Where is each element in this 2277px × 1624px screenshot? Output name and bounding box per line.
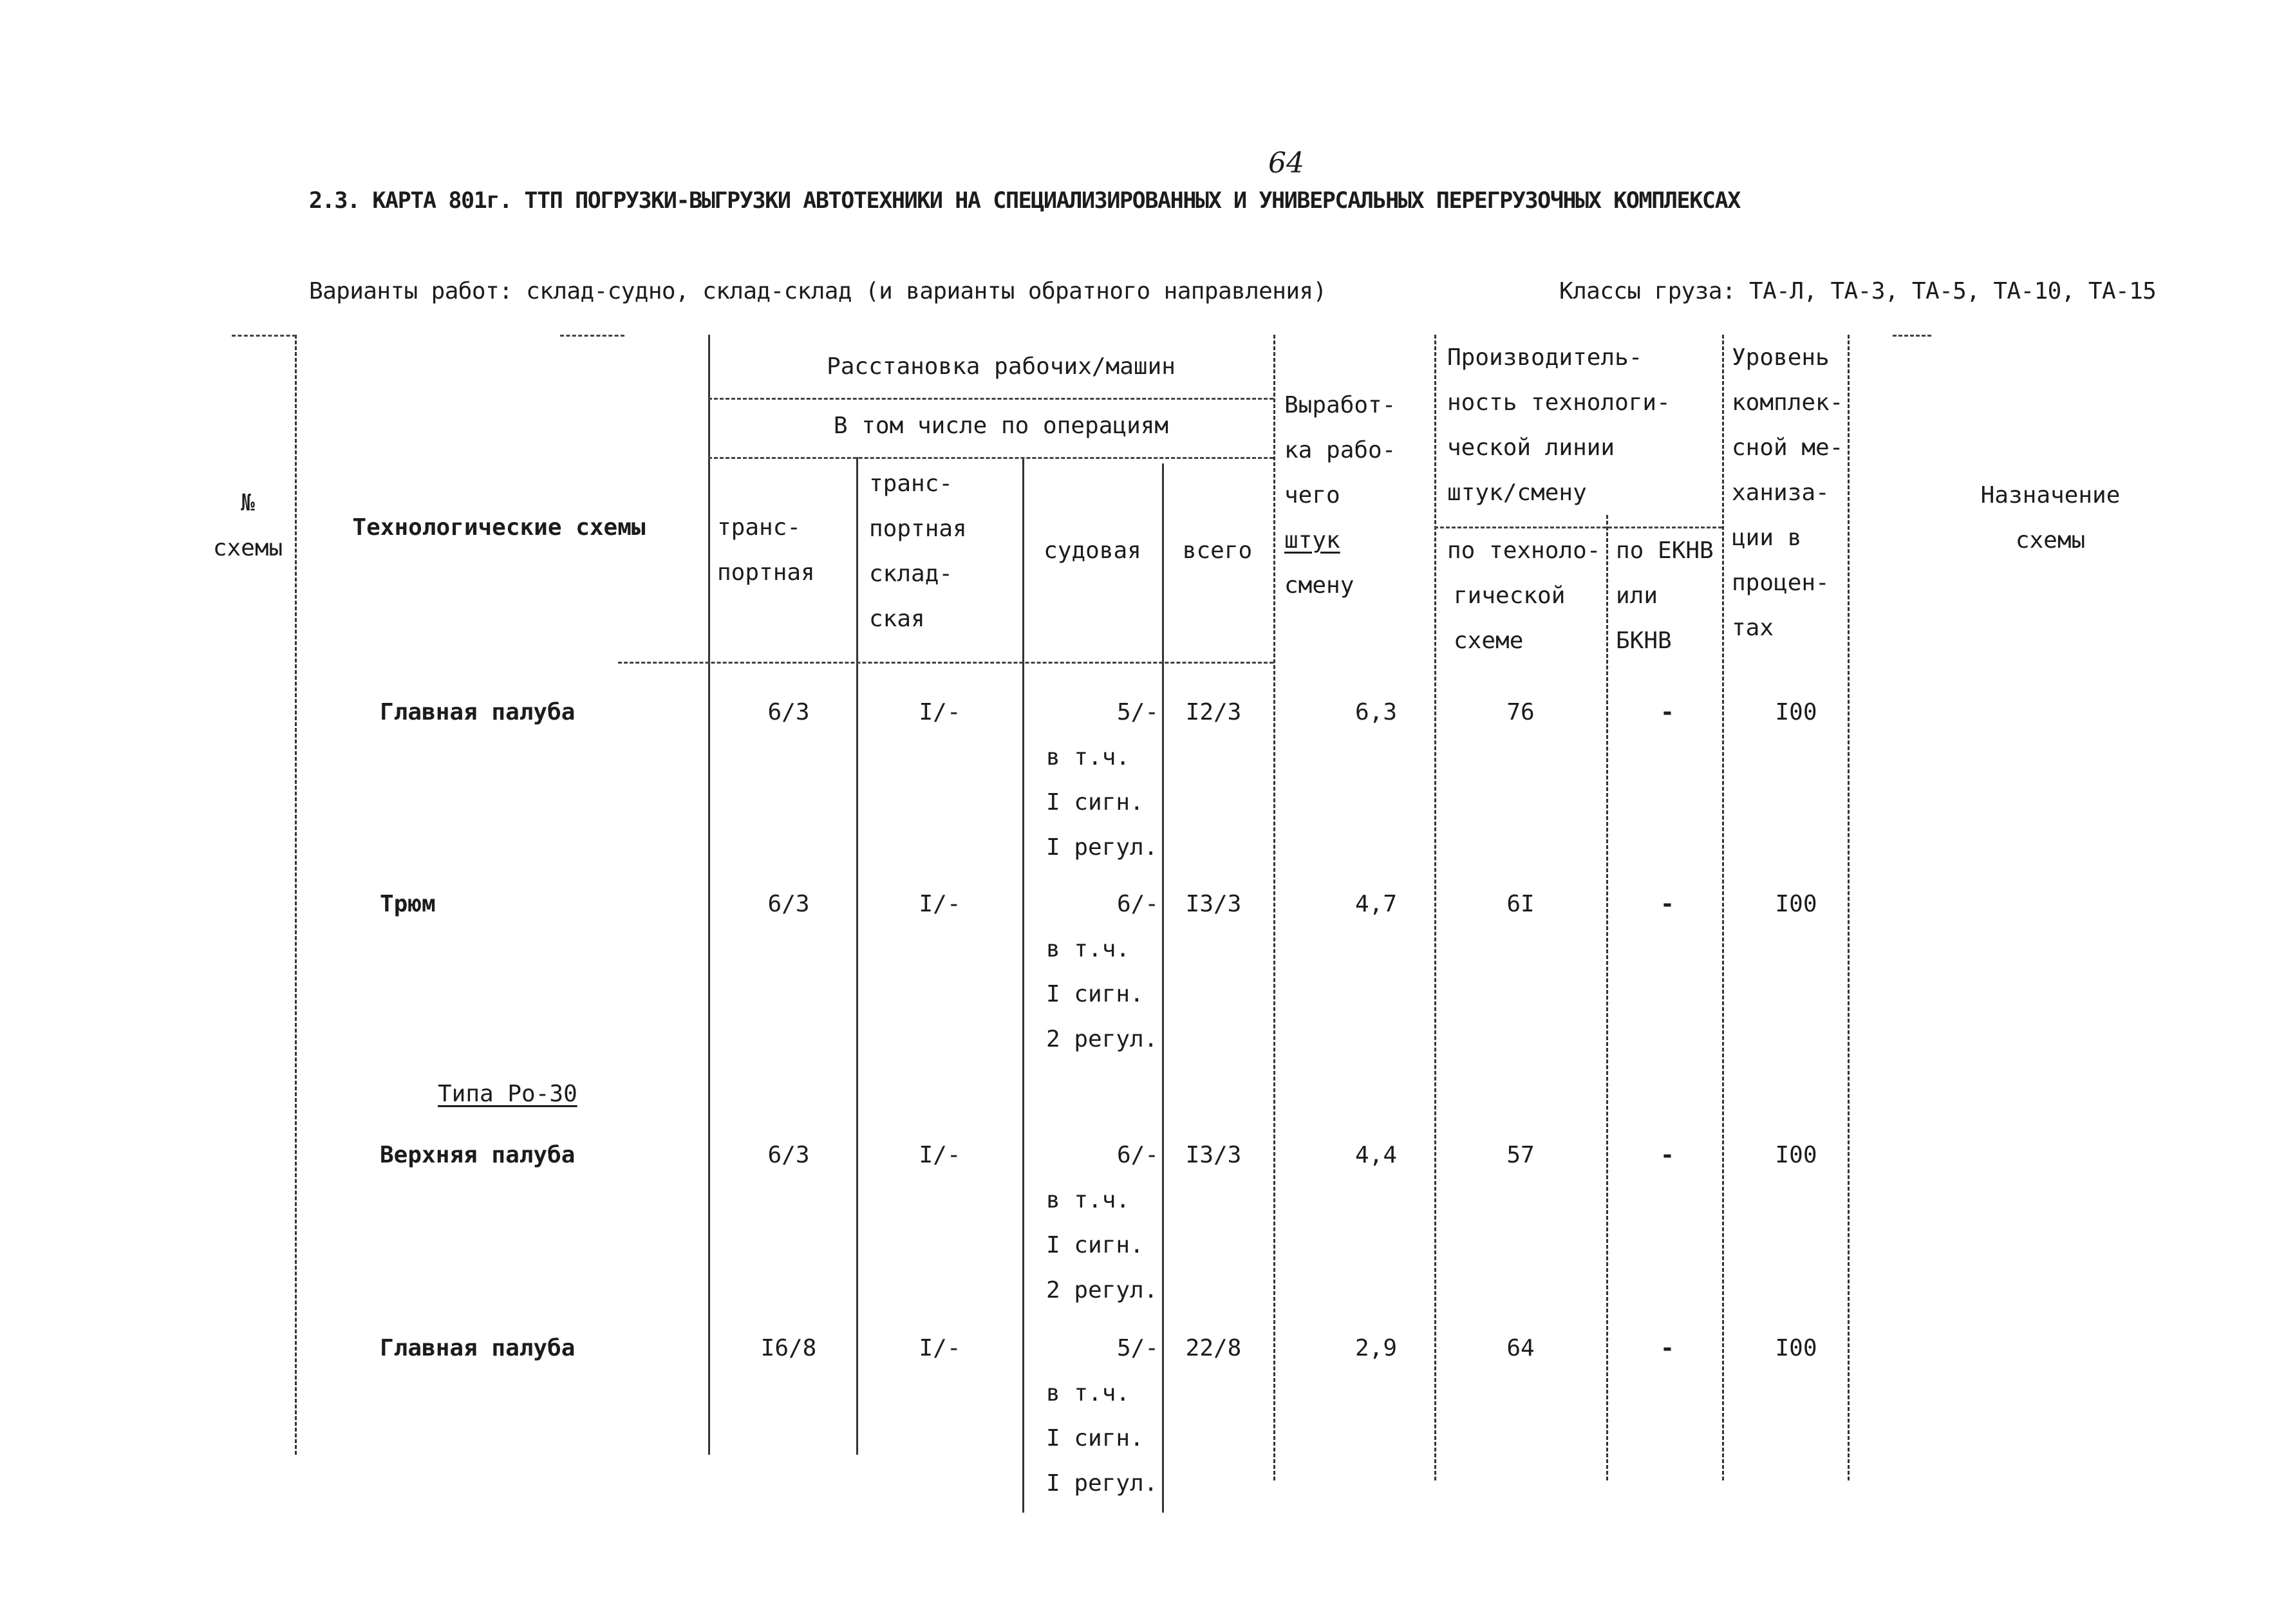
grid-line xyxy=(1606,515,1608,1480)
row-total: I3/3 xyxy=(1185,1142,1242,1168)
row-ship: 6/- xyxy=(1116,891,1159,917)
grid-line xyxy=(1022,457,1024,1513)
total-header: всего xyxy=(1182,537,1253,564)
row-transport-warehouse: I/- xyxy=(919,699,961,725)
grid-line xyxy=(708,398,1273,400)
row-ship-detail: I сигн. xyxy=(1046,789,1144,816)
row-output: 4,4 xyxy=(1354,1142,1397,1168)
section-label: Типа Ро-30 xyxy=(438,1081,577,1107)
document-title: 2.3. КАРТА 801г. ТТП ПОГРУЗКИ-ВЫГРУЗКИ АВТОТЕХНИКИ НА СПЕЦИАЛИЗИРОВАННЫХ И УНИВЕРСАЛЬНЫХ ПЕРЕГРУЗОЧНЫХ КОМПЛЕКСАХ xyxy=(309,188,1740,214)
row-scheme-name: Верхняя палуба xyxy=(380,1142,576,1168)
row-prod-tech: 6I xyxy=(1506,891,1535,917)
row-scheme-name: Главная палуба xyxy=(380,699,576,725)
transport-warehouse-header: склад- xyxy=(869,561,953,587)
output-header: ка рабо- xyxy=(1284,437,1396,463)
grid-line xyxy=(708,457,1273,459)
productivity-eknv-header: БКНВ xyxy=(1616,628,1672,654)
row-transport: I6/8 xyxy=(760,1335,817,1361)
row-ship-detail: в т.ч. xyxy=(1046,1187,1130,1213)
row-ship-detail: 2 регул. xyxy=(1046,1026,1158,1052)
cargo-classes: Классы груза: ТА-Л, ТА-3, ТА-5, ТА-10, ТА-15 xyxy=(1559,278,2157,304)
transport-warehouse-header: портная xyxy=(869,516,967,542)
row-total: I2/3 xyxy=(1185,699,1242,725)
incl-ops-header: В том числе по операциям xyxy=(833,413,1169,439)
grid-line xyxy=(1434,527,1722,528)
productivity-tech-header: гической xyxy=(1454,583,1566,609)
productivity-header: штук/смену xyxy=(1447,480,1587,506)
output-header: Выработ- xyxy=(1284,392,1396,418)
row-ship-detail: в т.ч. xyxy=(1046,936,1130,962)
mechanization-header: ханиза- xyxy=(1732,480,1830,506)
scheme-no-label: № xyxy=(241,490,255,516)
output-header: штук xyxy=(1284,527,1340,554)
row-total: 22/8 xyxy=(1185,1335,1242,1361)
row-prod-tech: 76 xyxy=(1506,699,1535,725)
work-variants: Варианты работ: склад-судно, склад-склад (и варианты обратного направления) xyxy=(309,278,1327,304)
row-ship-detail: I регул. xyxy=(1046,1470,1158,1497)
grid-line xyxy=(1848,335,1850,1480)
ship-header: судовая xyxy=(1044,537,1141,564)
row-ship-detail: 2 регул. xyxy=(1046,1277,1158,1303)
row-ship-detail: в т.ч. xyxy=(1046,1380,1130,1406)
output-header: смену xyxy=(1284,572,1354,599)
row-transport: 6/3 xyxy=(767,891,810,917)
row-ship: 5/- xyxy=(1116,1335,1159,1361)
grid-line xyxy=(856,457,858,1455)
row-prod-eknv: - xyxy=(1660,699,1674,725)
productivity-header: ческой линии xyxy=(1447,434,1615,461)
row-prod-tech: 57 xyxy=(1506,1142,1535,1168)
transport-warehouse-header: ская xyxy=(869,606,925,632)
row-scheme-name: Трюм xyxy=(380,891,436,917)
row-scheme-name: Главная палуба xyxy=(380,1335,576,1361)
grid-line xyxy=(1162,463,1164,1513)
row-transport-warehouse: I/- xyxy=(919,891,961,917)
row-ship: 5/- xyxy=(1116,699,1159,725)
row-ship-detail: I сигн. xyxy=(1046,981,1144,1007)
mechanization-header: комплек- xyxy=(1732,389,1844,416)
placement-header: Расстановка рабочих/машин xyxy=(827,353,1176,380)
productivity-tech-header: по техноло- xyxy=(1447,537,1601,564)
grid-line xyxy=(232,335,296,337)
row-output: 6,3 xyxy=(1354,699,1397,725)
mechanization-header: Уровень xyxy=(1732,344,1830,371)
page-number: 64 xyxy=(1268,147,1304,180)
row-ship-detail: в т.ч. xyxy=(1046,744,1130,770)
row-prod-eknv: - xyxy=(1660,1142,1674,1168)
row-ship-detail: I регул. xyxy=(1046,834,1158,861)
row-mechanization: I00 xyxy=(1775,1142,1817,1168)
mechanization-header: тах xyxy=(1732,615,1774,641)
row-transport: 6/3 xyxy=(767,1142,810,1168)
purpose-header: схемы xyxy=(2015,527,2086,554)
row-mechanization: I00 xyxy=(1775,891,1817,917)
row-transport-warehouse: I/- xyxy=(919,1335,961,1361)
productivity-eknv-header: по ЕКНВ xyxy=(1616,537,1714,564)
row-ship-detail: I сигн. xyxy=(1046,1232,1144,1258)
output-header: чего xyxy=(1284,482,1340,509)
productivity-tech-header: схеме xyxy=(1454,628,1524,654)
row-mechanization: I00 xyxy=(1775,699,1817,725)
tech-schemes-header: Технологические схемы xyxy=(352,514,646,541)
row-total: I3/3 xyxy=(1185,891,1242,917)
transport-header: портная xyxy=(717,559,815,586)
productivity-eknv-header: или xyxy=(1616,583,1658,609)
row-prod-eknv: - xyxy=(1660,1335,1674,1361)
row-mechanization: I00 xyxy=(1775,1335,1817,1361)
grid-line xyxy=(1273,335,1275,1480)
grid-line xyxy=(618,662,1273,664)
row-transport: 6/3 xyxy=(767,699,810,725)
scheme-no-label: схемы xyxy=(212,535,283,561)
purpose-header: Назначение xyxy=(1980,482,2121,509)
grid-line xyxy=(1434,335,1436,1480)
row-output: 4,7 xyxy=(1354,891,1397,917)
grid-line xyxy=(1893,335,1931,337)
mechanization-header: процен- xyxy=(1732,570,1830,596)
grid-line xyxy=(560,335,624,337)
row-transport-warehouse: I/- xyxy=(919,1142,961,1168)
transport-warehouse-header: транс- xyxy=(869,471,953,497)
grid-line xyxy=(1722,335,1724,1480)
row-prod-eknv: - xyxy=(1660,891,1674,917)
row-output: 2,9 xyxy=(1354,1335,1397,1361)
grid-line xyxy=(295,335,297,1455)
row-prod-tech: 64 xyxy=(1506,1335,1535,1361)
row-ship-detail: I сигн. xyxy=(1046,1425,1144,1451)
transport-header: транс- xyxy=(717,514,801,541)
grid-line xyxy=(708,335,710,1455)
productivity-header: ность технологи- xyxy=(1447,389,1671,416)
mechanization-header: сной ме- xyxy=(1732,434,1844,461)
productivity-header: Производитель- xyxy=(1447,344,1643,371)
row-ship: 6/- xyxy=(1116,1142,1159,1168)
mechanization-header: ции в xyxy=(1732,525,1802,551)
